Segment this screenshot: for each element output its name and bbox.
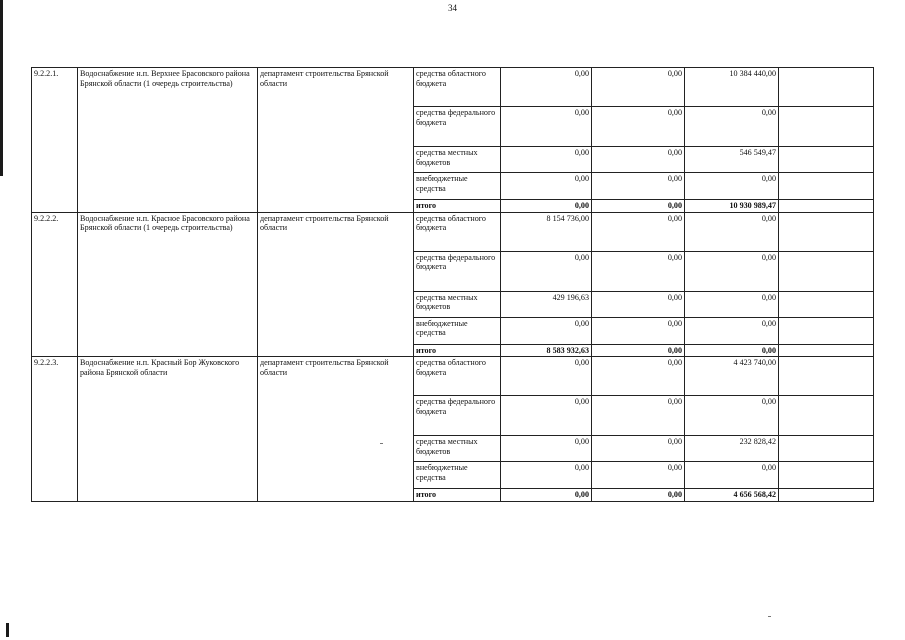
amount-cell-1: 0,00 bbox=[501, 357, 592, 396]
amount-cell-1: 8 154 736,00 bbox=[501, 212, 592, 251]
table-row bbox=[32, 68, 874, 107]
table-row bbox=[32, 212, 874, 251]
amount-cell-2: 0,00 bbox=[592, 147, 685, 173]
table-row bbox=[32, 357, 874, 396]
total-label: итого bbox=[414, 200, 501, 213]
amount-cell-3: 0,00 bbox=[685, 396, 779, 436]
amount-cell-2: 0,00 bbox=[592, 489, 685, 502]
empty-cell bbox=[779, 251, 874, 291]
amount-cell-3: 0,00 bbox=[685, 173, 779, 200]
funding-source: средства областного бюджета bbox=[414, 68, 501, 107]
empty-cell bbox=[779, 107, 874, 147]
project-code: 9.2.2.3. bbox=[32, 357, 78, 502]
project-executor: департамент строительства Брянской области bbox=[258, 68, 414, 213]
amount-cell-2: 0,00 bbox=[592, 251, 685, 291]
amount-cell-1: 0,00 bbox=[501, 251, 592, 291]
empty-cell bbox=[779, 344, 874, 357]
amount-cell-3: 10 384 440,00 bbox=[685, 68, 779, 107]
empty-cell bbox=[779, 462, 874, 489]
amount-cell-2: 0,00 bbox=[592, 200, 685, 213]
empty-cell bbox=[779, 489, 874, 502]
amount-cell-1: 0,00 bbox=[501, 147, 592, 173]
amount-cell-3: 4 656 568,42 bbox=[685, 489, 779, 502]
project-name: Водоснабжение н.п. Красный Бор Жуковского района Брянской области bbox=[78, 357, 258, 502]
funding-source: внебюджетные средства bbox=[414, 317, 501, 344]
amount-cell-1: 0,00 bbox=[501, 200, 592, 213]
funding-source: средства областного бюджета bbox=[414, 212, 501, 251]
amount-cell-3: 546 549,47 bbox=[685, 147, 779, 173]
amount-cell-3: 232 828,42 bbox=[685, 436, 779, 462]
empty-cell bbox=[779, 291, 874, 317]
empty-cell bbox=[779, 396, 874, 436]
amount-cell-1: 0,00 bbox=[501, 489, 592, 502]
funding-source: внебюджетные средства bbox=[414, 173, 501, 200]
amount-cell-1: 0,00 bbox=[501, 107, 592, 147]
funding-source: средства местных бюджетов bbox=[414, 147, 501, 173]
amount-cell-1: 0,00 bbox=[501, 173, 592, 200]
empty-cell bbox=[779, 68, 874, 107]
total-label: итого bbox=[414, 344, 501, 357]
amount-cell-3: 0,00 bbox=[685, 107, 779, 147]
project-code: 9.2.2.2. bbox=[32, 212, 78, 357]
page-number: 34 bbox=[448, 3, 457, 13]
funding-source: средства местных бюджетов bbox=[414, 436, 501, 462]
funding-source: средства местных бюджетов bbox=[414, 291, 501, 317]
empty-cell bbox=[779, 436, 874, 462]
amount-cell-3: 0,00 bbox=[685, 212, 779, 251]
scan-edge-line bbox=[0, 0, 3, 176]
amount-cell-1: 429 196,63 bbox=[501, 291, 592, 317]
project-executor: департамент строительства Брянской области bbox=[258, 212, 414, 357]
funding-source: средства областного бюджета bbox=[414, 357, 501, 396]
empty-cell bbox=[779, 317, 874, 344]
project-name: Водоснабжение н.п. Красное Брасовского района Брянской области (1 очередь строительства) bbox=[78, 212, 258, 357]
amount-cell-2: 0,00 bbox=[592, 173, 685, 200]
amount-cell-2: 0,00 bbox=[592, 212, 685, 251]
funding-source: внебюджетные средства bbox=[414, 462, 501, 489]
amount-cell-2: 0,00 bbox=[592, 357, 685, 396]
project-executor: департамент строительства Брянской области bbox=[258, 357, 414, 502]
amount-cell-3: 0,00 bbox=[685, 251, 779, 291]
amount-cell-1: 8 583 932,63 bbox=[501, 344, 592, 357]
amount-cell-2: 0,00 bbox=[592, 68, 685, 107]
project-name: Водоснабжение н.п. Верхнее Брасовского района Брянской области (1 очередь строительства) bbox=[78, 68, 258, 213]
amount-cell-1: 0,00 bbox=[501, 462, 592, 489]
scan-edge-mark bbox=[6, 623, 9, 637]
amount-cell-2: 0,00 bbox=[592, 396, 685, 436]
amount-cell-3: 0,00 bbox=[685, 344, 779, 357]
empty-cell bbox=[779, 357, 874, 396]
amount-cell-3: 0,00 bbox=[685, 317, 779, 344]
amount-cell-3: 4 423 740,00 bbox=[685, 357, 779, 396]
amount-cell-1: 0,00 bbox=[501, 436, 592, 462]
amount-cell-2: 0,00 bbox=[592, 462, 685, 489]
amount-cell-3: 0,00 bbox=[685, 291, 779, 317]
total-label: итого bbox=[414, 489, 501, 502]
amount-cell-3: 0,00 bbox=[685, 462, 779, 489]
amount-cell-1: 0,00 bbox=[501, 396, 592, 436]
funding-source: средства федерального бюджета bbox=[414, 107, 501, 147]
budget-table bbox=[31, 67, 874, 502]
empty-cell bbox=[779, 212, 874, 251]
amount-cell-2: 0,00 bbox=[592, 317, 685, 344]
scan-speck bbox=[768, 616, 771, 617]
funding-source: средства федерального бюджета bbox=[414, 396, 501, 436]
amount-cell-2: 0,00 bbox=[592, 436, 685, 462]
amount-cell-2: 0,00 bbox=[592, 344, 685, 357]
amount-cell-2: 0,00 bbox=[592, 291, 685, 317]
amount-cell-2: 0,00 bbox=[592, 107, 685, 147]
empty-cell bbox=[779, 173, 874, 200]
empty-cell bbox=[779, 200, 874, 213]
amount-cell-1: 0,00 bbox=[501, 317, 592, 344]
amount-cell-1: 0,00 bbox=[501, 68, 592, 107]
amount-cell-3: 10 930 989,47 bbox=[685, 200, 779, 213]
funding-source: средства федерального бюджета bbox=[414, 251, 501, 291]
empty-cell bbox=[779, 147, 874, 173]
project-code: 9.2.2.1. bbox=[32, 68, 78, 213]
